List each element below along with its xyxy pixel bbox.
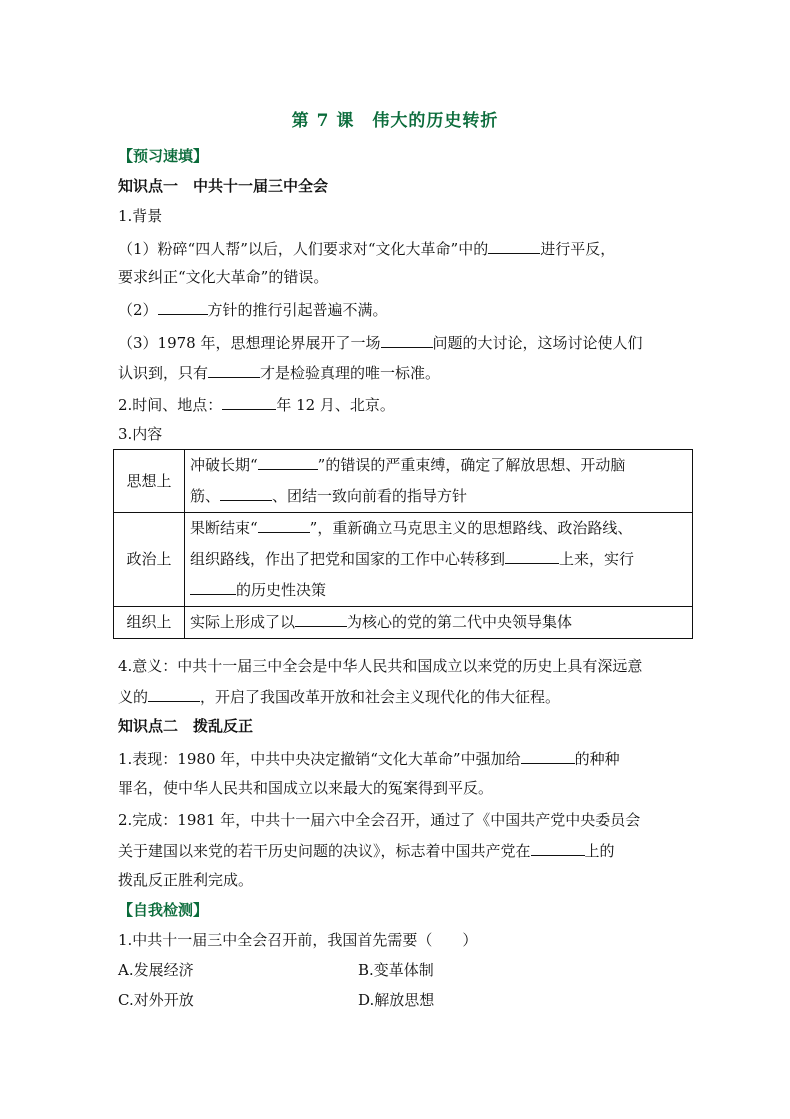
background-item-1-line2: 要求纠正“文化大革命”的错误。 xyxy=(118,268,329,286)
text: （2） xyxy=(118,301,158,319)
show-line2: 罪名，使中华人民共和国成立以来最大的冤案得到平反。 xyxy=(118,779,494,797)
text: 关于建国以来党的若干历史问题的决议》，标志着中国共产党在 xyxy=(118,842,531,860)
text: 的种种 xyxy=(574,750,620,768)
text: 2.时间、地点： xyxy=(118,396,223,414)
text: 年 12 月、北京。 xyxy=(276,396,395,414)
fill-blank[interactable] xyxy=(521,748,575,764)
row-header-ideology: 思想上 xyxy=(114,450,185,513)
done-line3: 拨乱反正胜利完成。 xyxy=(118,871,254,889)
fill-blank[interactable] xyxy=(295,611,347,627)
meaning-line1: 4.意义：中共十一届三中全会是中华人民共和国成立以来党的历史上具有深远意 xyxy=(118,657,643,675)
fill-blank[interactable] xyxy=(222,394,276,410)
text: 为核心的党的第二代中央领导集体 xyxy=(347,613,573,631)
table-row xyxy=(114,607,693,639)
row-content xyxy=(185,450,693,513)
fill-blank[interactable] xyxy=(488,238,540,254)
text: ”的错误的严重束缚，确定了解放思想、开动脑 xyxy=(317,456,626,474)
background-item-3-line1 xyxy=(118,332,643,353)
row-header-politics: 政治上 xyxy=(114,513,185,607)
background-item-3-line2 xyxy=(118,362,440,383)
fill-blank[interactable] xyxy=(220,485,272,501)
text: 上来，实行 xyxy=(559,550,635,568)
fill-blank[interactable] xyxy=(158,299,208,315)
text: 问题的大讨论，这场讨论使人们 xyxy=(432,334,643,352)
section-check-heading: 【自我检测】 xyxy=(118,901,209,919)
fill-blank[interactable] xyxy=(505,548,559,564)
fill-blank[interactable] xyxy=(531,840,585,856)
text: 实际上形成了以 xyxy=(190,613,296,631)
question-1-stem: 1.中共十一届三中全会召开前，我国首先需要（ ） xyxy=(118,931,478,949)
table-row xyxy=(114,450,693,513)
text: 进行平反， xyxy=(540,240,616,258)
text: （3）1978 年，思想理论界展开了一场 xyxy=(118,334,381,352)
done-line2 xyxy=(118,840,615,861)
background-label: 1.背景 xyxy=(118,207,163,225)
fill-blank[interactable] xyxy=(258,517,310,533)
option-c[interactable]: C.对外开放 xyxy=(118,991,194,1009)
text: 冲破长期“ xyxy=(190,456,258,474)
text: （1）粉碎“四人帮”以后，人们要求对“文化大革命”中的 xyxy=(118,240,489,258)
text: 才是检验真理的唯一标准。 xyxy=(260,364,441,382)
fill-blank[interactable] xyxy=(381,332,433,348)
text: 义的 xyxy=(118,688,149,706)
background-item-1-line1 xyxy=(118,238,615,259)
done-line1: 2.完成：1981 年，中共十一届六中全会召开，通过了《中国共产党中央委员会 xyxy=(118,811,641,829)
text: 组织路线，作出了把党和国家的工作中心转移到 xyxy=(190,550,506,568)
text: 果断结束“ xyxy=(190,519,258,537)
fill-blank[interactable] xyxy=(148,686,200,702)
option-b[interactable]: B.变革体制 xyxy=(358,961,434,979)
text: 筋、 xyxy=(190,487,221,505)
row-content xyxy=(185,607,693,639)
row-content xyxy=(185,513,693,607)
background-item-2 xyxy=(118,299,388,320)
fill-blank[interactable] xyxy=(190,579,236,595)
kp2-heading: 知识点二 拨乱反正 xyxy=(118,717,254,735)
option-d[interactable]: D.解放思想 xyxy=(358,991,435,1009)
row-header-organization: 组织上 xyxy=(114,607,185,639)
option-a[interactable]: A.发展经济 xyxy=(118,961,194,979)
text: ，开启了我国改革开放和社会主义现代化的伟大征程。 xyxy=(200,688,561,706)
text: 方针的推行引起普遍不满。 xyxy=(207,301,388,319)
fill-blank[interactable] xyxy=(258,454,318,470)
text: ”，重新确立马克思主义的思想路线、政治路线、 xyxy=(309,519,633,537)
section-preview-heading: 【预习速填】 xyxy=(118,147,209,165)
table-row xyxy=(114,513,693,607)
show-line1 xyxy=(118,748,620,769)
content-table xyxy=(113,449,693,639)
content-label: 3.内容 xyxy=(118,425,163,443)
text: 、团结一致向前看的指导方针 xyxy=(272,487,468,505)
fill-blank[interactable] xyxy=(208,362,260,378)
kp1-heading: 知识点一 中共十一届三中全会 xyxy=(118,177,329,195)
text: 认识到，只有 xyxy=(118,364,209,382)
lesson-title: 第 7 课 伟大的历史转折 xyxy=(291,111,499,131)
text: 1.表现：1980 年，中共中央决定撤销“文化大革命”中强加给 xyxy=(118,750,521,768)
text: 上的 xyxy=(584,842,615,860)
meaning-line2 xyxy=(118,686,560,707)
time-place xyxy=(118,394,395,415)
text: 的历史性决策 xyxy=(236,581,327,599)
